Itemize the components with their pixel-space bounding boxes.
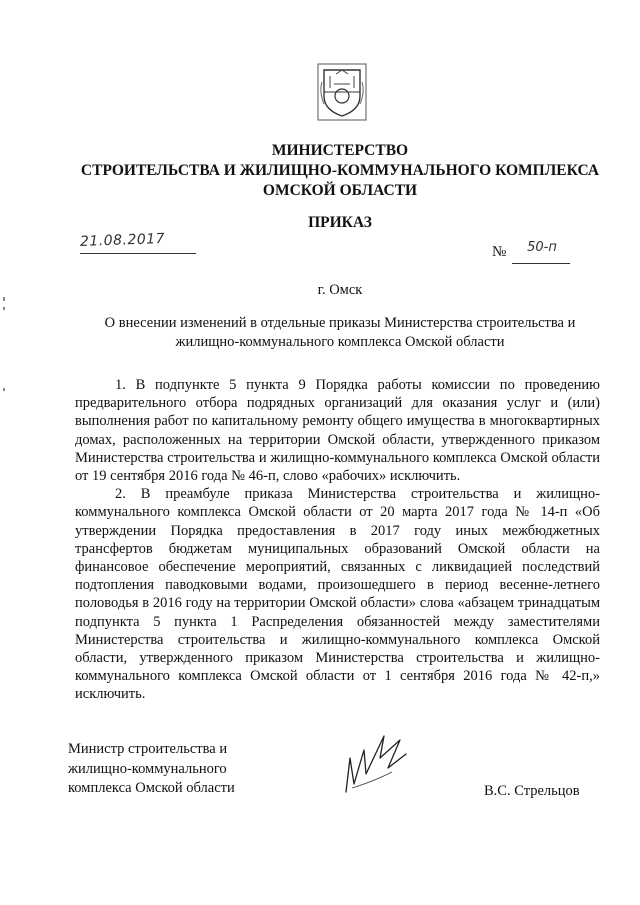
order-number-label: № — [492, 244, 507, 260]
signatory-name: В.С. Стрельцов — [484, 783, 580, 799]
order-date: 21.08.2017 — [79, 230, 166, 250]
date-underline — [80, 253, 196, 254]
margin-mark — [3, 388, 5, 391]
signatory-position-line-2: жилищно-коммунального — [68, 760, 227, 777]
signatory-position-line-3: комплекса Омской области — [68, 780, 235, 796]
signatory-position — [68, 740, 288, 799]
subject-line-2: жилищно-коммунального комплекса Омской области — [175, 334, 505, 350]
ministry-title-line-3: ОМСКОЙ ОБЛАСТИ — [262, 182, 418, 199]
city-name: г. Омск — [317, 282, 363, 298]
coat-of-arms-icon — [316, 62, 368, 122]
signatory-position-line-1: Министр строительства и — [68, 741, 228, 757]
margin-mark — [3, 297, 5, 301]
ministry-title-line-2: СТРОИТЕЛЬСТВА И ЖИЛИЩНО-КОММУНАЛЬНОГО КОМПЛЕКСА — [80, 162, 600, 179]
ministry-title-line-1: МИНИСТЕРСТВО — [271, 142, 409, 159]
number-underline — [512, 263, 570, 264]
order-subject — [70, 314, 610, 352]
margin-mark — [3, 307, 5, 310]
document-type-title: ПРИКАЗ — [308, 214, 372, 231]
order-body — [75, 376, 600, 704]
body-paragraph-1: 1. В подпункте 5 пункта 9 Порядка работы комиссии по проведению предварительного отбора подрядных организаций для оказания услуг и (или) выполнения работ по капитальному ремонту общего имущества в многоквартирных домах, расположенных на территории Омской области, утвержденного приказом Министерства строительства и жилищно-коммунального комплекса Омской области от 19 сентября 2016 года № 46-п, слово «рабочих» исключить. — [75, 377, 600, 485]
body-paragraph-2: 2. В преамбуле приказа Министерства строительства и жилищно-коммунального комплекса Омской области от 20 марта 2017 года № 14-п «Об утверждении Порядка предоставления в 2017 году иных межбюджетных трансфертов бюджетам муниципальных образований Омской области на финансовое обеспечение мероприятий, связанных с ликвидацией последствий подтопления паводковыми водами, произошедшего в период весенне-летнего половодья в 2016 году на территории Омской области» слова «абзацем тринадцатым подпункта 5 пункта 1 Распределения обязанностей между заместителями Министерства строительства и жилищно-коммунального комплекса Омской области, утвержденного приказом Министерства строительства и жилищно-коммунального комплекса Омской области от 1 сентября 2016 года № 42-п,» исключить. — [75, 486, 600, 703]
subject-line-1: О внесении изменений в отдельные приказы Министерства строительства и — [104, 315, 576, 331]
handwritten-signature — [340, 728, 412, 798]
order-number: 50-п — [527, 240, 557, 255]
